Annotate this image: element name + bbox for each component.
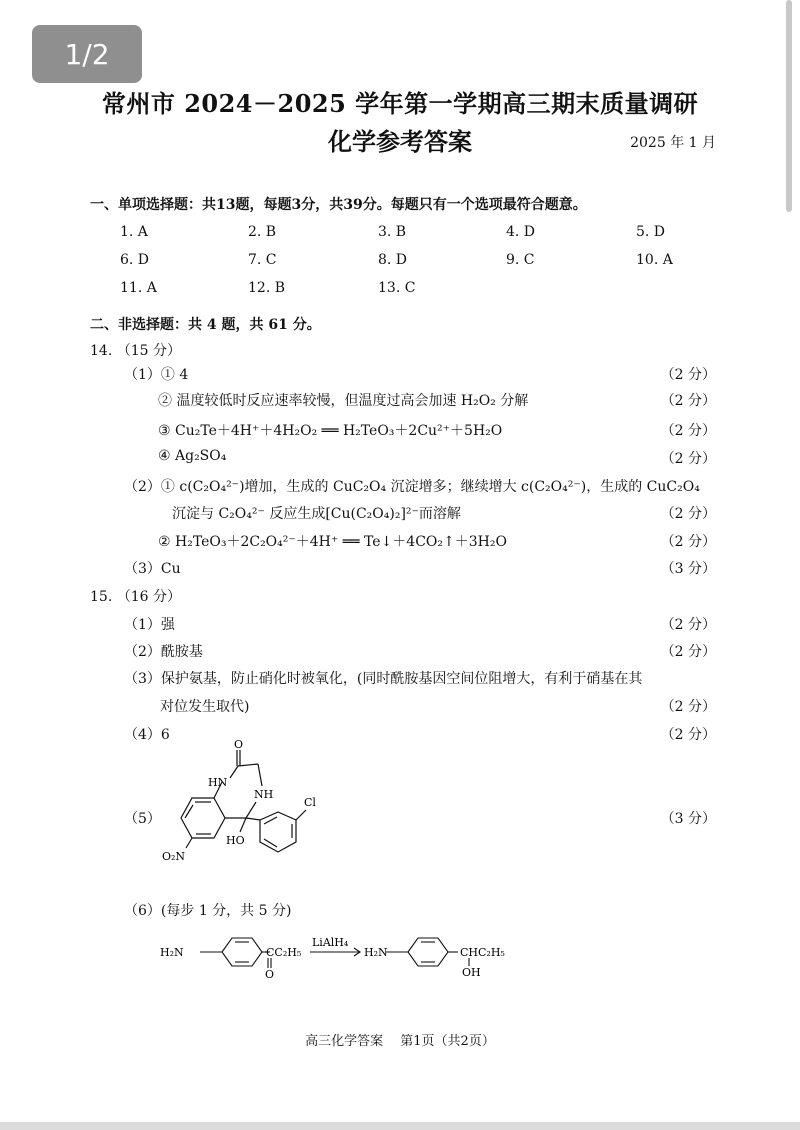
q15-part3b: 对位发生取代): [160, 699, 250, 715]
q15-score: （3 分）: [660, 811, 716, 827]
label-no2: O₂N: [162, 850, 186, 863]
q14-part1-2: ② 温度较低时反应速率较慢，但温度过高会加速 H₂O₂ 分解: [158, 393, 529, 409]
q14-part1-1: （1）① 4: [124, 367, 189, 383]
q14-score: （2 分）: [660, 506, 716, 522]
scheme-chc2h5: CHC₂H₅: [460, 946, 505, 959]
answer-item: 11. A: [120, 280, 157, 296]
answer-item: 12. B: [248, 280, 286, 296]
q15-part5: （5）: [124, 811, 161, 827]
document-title: 常州市 2024－2025 学年第一学期高三期末质量调研: [101, 89, 699, 118]
answer-item: 3. B: [378, 224, 407, 240]
q14-header: 14. （15 分）: [90, 343, 181, 359]
scheme-reagent: LiAlH₄: [312, 936, 349, 949]
label-ho: HO: [226, 834, 245, 847]
q14-score: （2 分）: [660, 393, 716, 409]
q14-part3: （3）Cu: [124, 561, 181, 577]
label-nh: NH: [254, 788, 274, 801]
page-footer: 高三化学答案 第1页（共2页）: [305, 1034, 495, 1049]
q14-score: （2 分）: [660, 451, 716, 467]
answer-item: 7. C: [248, 252, 277, 268]
answer-item: 1. A: [120, 224, 148, 240]
answer-item: 4. D: [506, 224, 536, 240]
q15-part4: （4）6: [124, 727, 170, 743]
scheme-carbonyl-o: O: [265, 968, 275, 981]
q15-score: （2 分）: [660, 617, 716, 633]
q14-score: （2 分）: [660, 534, 716, 550]
answer-item: 13. C: [378, 280, 416, 296]
q14-score: （2 分）: [660, 367, 716, 383]
structure-diagram: [150, 738, 320, 888]
q15-score: （2 分）: [660, 699, 716, 715]
q14-score: （2 分）: [660, 423, 716, 439]
answer-item: 8. D: [378, 252, 408, 268]
q15-header: 15. （16 分）: [90, 589, 181, 605]
q15-part2: （2）酰胺基: [124, 644, 203, 660]
q15-part6: （6）(每步 1 分，共 5 分): [124, 903, 292, 919]
q14-part1-4: ④ Ag₂SO₄: [158, 448, 227, 464]
q15-part1: （1）强: [124, 617, 175, 633]
answer-item: 10. A: [636, 252, 673, 268]
bottom-divider: [0, 1122, 800, 1130]
scheme-h2n-left: H₂N: [160, 946, 184, 959]
section2-heading: 二、非选择题：共 4 题，共 61 分。: [90, 317, 321, 333]
document-date: 2025 年 1 月: [630, 135, 716, 151]
answer-item: 9. C: [506, 252, 535, 268]
page-indicator: 1/2: [32, 25, 142, 83]
q14-part2-2: ② H₂TeO₃＋2C₂O₄²⁻＋4H⁺ ══ Te↓＋4CO₂↑＋3H₂O: [158, 534, 507, 550]
q15-score: （2 分）: [660, 727, 716, 743]
answer-item: 5. D: [636, 224, 666, 240]
q14-part1-3: ③ Cu₂Te＋4H⁺＋4H₂O₂ ══ H₂TeO₃＋2Cu²⁺＋5H₂O: [158, 423, 503, 439]
document-subtitle: 化学参考答案: [328, 127, 472, 156]
label-cl: Cl: [304, 796, 316, 809]
q15-score: （2 分）: [660, 644, 716, 660]
scheme-cc2h5: CC₂H₅: [266, 946, 302, 959]
label-hn: HN: [208, 776, 228, 789]
section1-heading: 一、单项选择题：共13题，每题3分，共39分。每题只有一个选项最符合题意。: [90, 197, 587, 213]
reaction-scheme: [160, 924, 560, 984]
q15-part3a: （3）保护氨基，防止硝化时被氧化，(同时酰胺基因空间位阻增大，有利于硝基在其: [124, 671, 643, 687]
scheme-h2n-right: H₂N: [364, 946, 388, 959]
q14-score: （3 分）: [660, 561, 716, 577]
q14-part2-1b: 沉淀与 C₂O₄²⁻ 反应生成[Cu(C₂O₄)₂]²⁻而溶解: [172, 506, 461, 522]
answer-item: 6. D: [120, 252, 150, 268]
label-carbonyl-o: O: [234, 738, 244, 751]
answer-item: 2. B: [248, 224, 277, 240]
scheme-oh: OH: [462, 966, 481, 979]
q14-part2-1a: （2）① c(C₂O₄²⁻)增加，生成的 CuC₂O₄ 沉淀增多；继续增大 c(C₂O₄²⁻)，生成的 CuC₂O₄: [124, 479, 700, 495]
